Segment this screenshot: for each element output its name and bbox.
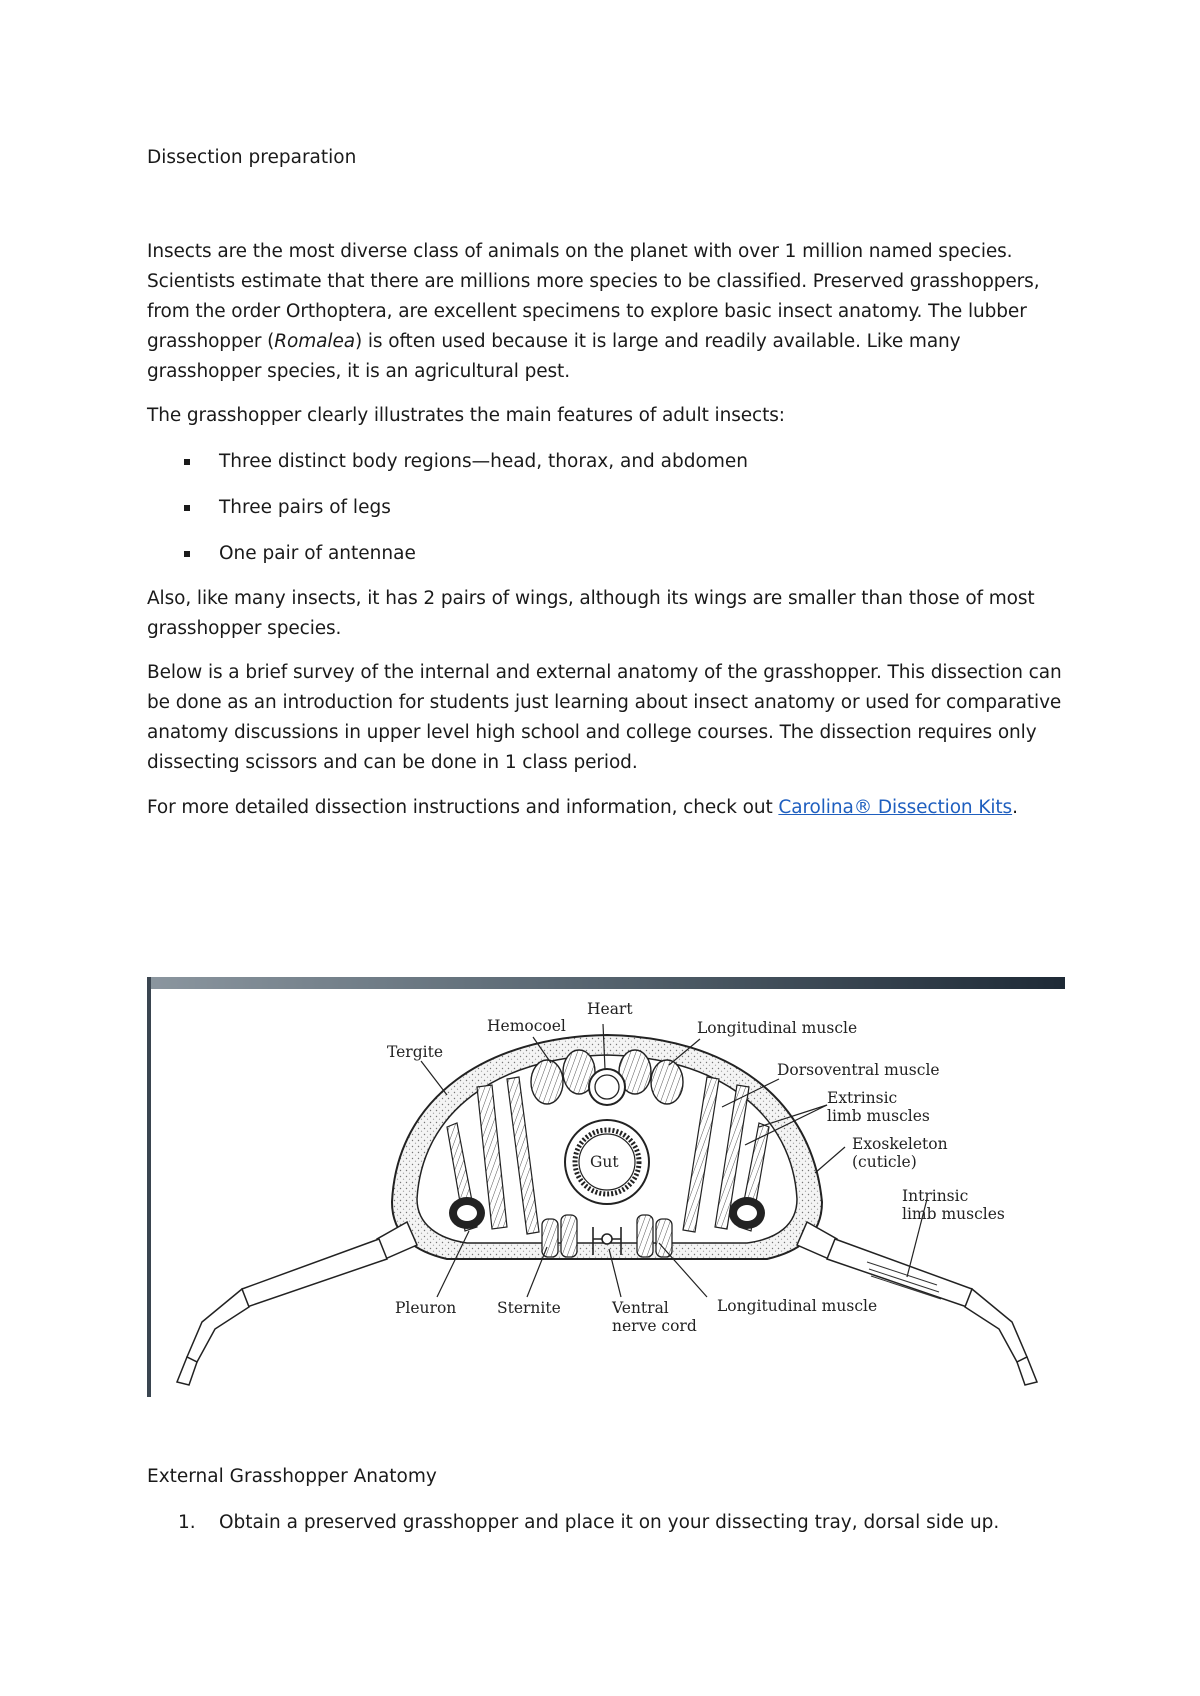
label-gut: Gut — [590, 1153, 619, 1171]
label-ventral: Ventral — [612, 1299, 669, 1317]
label-intrinsic-limb-muscles: limb muscles — [902, 1205, 1005, 1223]
label-pleuron: Pleuron — [395, 1299, 457, 1317]
bullet-square-icon — [184, 551, 190, 557]
label-exoskeleton: Exoskeleton — [852, 1135, 948, 1153]
genus-name: Romalea — [274, 331, 355, 352]
label-nerve-cord: nerve cord — [612, 1317, 697, 1335]
label-extrinsic: Extrinsic — [827, 1089, 898, 1107]
cross-section-diagram — [147, 977, 1065, 1397]
intro-text-b: ) is often used because it is large and readily available. Like many grasshopper species, it is an agricultural pest. — [147, 331, 961, 382]
label-longitudinal-muscle-top: Longitudinal muscle — [697, 1019, 858, 1037]
section-title: Dissection preparation — [147, 147, 357, 168]
feature-text: One pair of antennae — [219, 543, 416, 564]
section-title-external: External Grasshopper Anatomy — [147, 1466, 437, 1487]
step-item — [147, 1508, 1047, 1538]
features-lead: The grasshopper clearly illustrates the main features of adult insects: — [147, 405, 785, 426]
more-info-text: For more detailed dissection instructions and information, check out — [147, 797, 779, 818]
feature-text: Three pairs of legs — [219, 497, 391, 518]
label-intrinsic: Intrinsic — [902, 1187, 969, 1205]
label-dorsoventral-muscle: Dorsoventral muscle — [777, 1061, 940, 1079]
step-text: Obtain a preserved grasshopper and place it on your dissecting tray, dorsal side up. — [219, 1512, 1000, 1533]
label-sternite: Sternite — [497, 1299, 561, 1317]
label-extrinsic-limb-muscles: limb muscles — [827, 1107, 930, 1125]
label-tergite: Tergite — [387, 1043, 443, 1061]
label-hemocoel: Hemocoel — [487, 1017, 566, 1035]
more-info-period: . — [1012, 797, 1018, 818]
more-info-paragraph — [147, 793, 1077, 823]
intro-text-a: Insects are the most diverse class of animals on the planet with over 1 million named species. Scientists estimate that there are millions more species to be classified. Preserved grasshoppers, from the order Orthoptera, are excellent specimens to explore basic insect anatomy. The lubber grasshopper ( — [147, 241, 1040, 352]
bullet-square-icon — [184, 505, 190, 511]
label-cuticle: (cuticle) — [852, 1153, 917, 1171]
bullet-square-icon — [184, 459, 190, 465]
intro-paragraph — [147, 237, 1077, 387]
label-heart: Heart — [587, 1000, 633, 1018]
carolina-kits-link[interactable]: Carolina® Dissection Kits — [778, 797, 1013, 818]
wings-paragraph: Also, like many insects, it has 2 pairs of wings, although its wings are smaller than those of most grasshopper species. — [147, 588, 1035, 639]
anatomy-figure — [147, 977, 1065, 1397]
label-longitudinal-muscle-bottom: Longitudinal muscle — [717, 1297, 878, 1315]
step-number: 1. — [178, 1512, 196, 1533]
survey-paragraph: Below is a brief survey of the internal and external anatomy of the grasshopper. This dissection can be done as an introduction for students just learning about insect anatomy or used for comparative anatomy discussions in upper level high school and college courses. The dissection requires only dissecting scissors and can be done in 1 class period. — [147, 662, 1062, 773]
feature-text: Three distinct body regions—head, thorax, and abdomen — [219, 451, 748, 472]
heart-vessel — [589, 1069, 625, 1105]
